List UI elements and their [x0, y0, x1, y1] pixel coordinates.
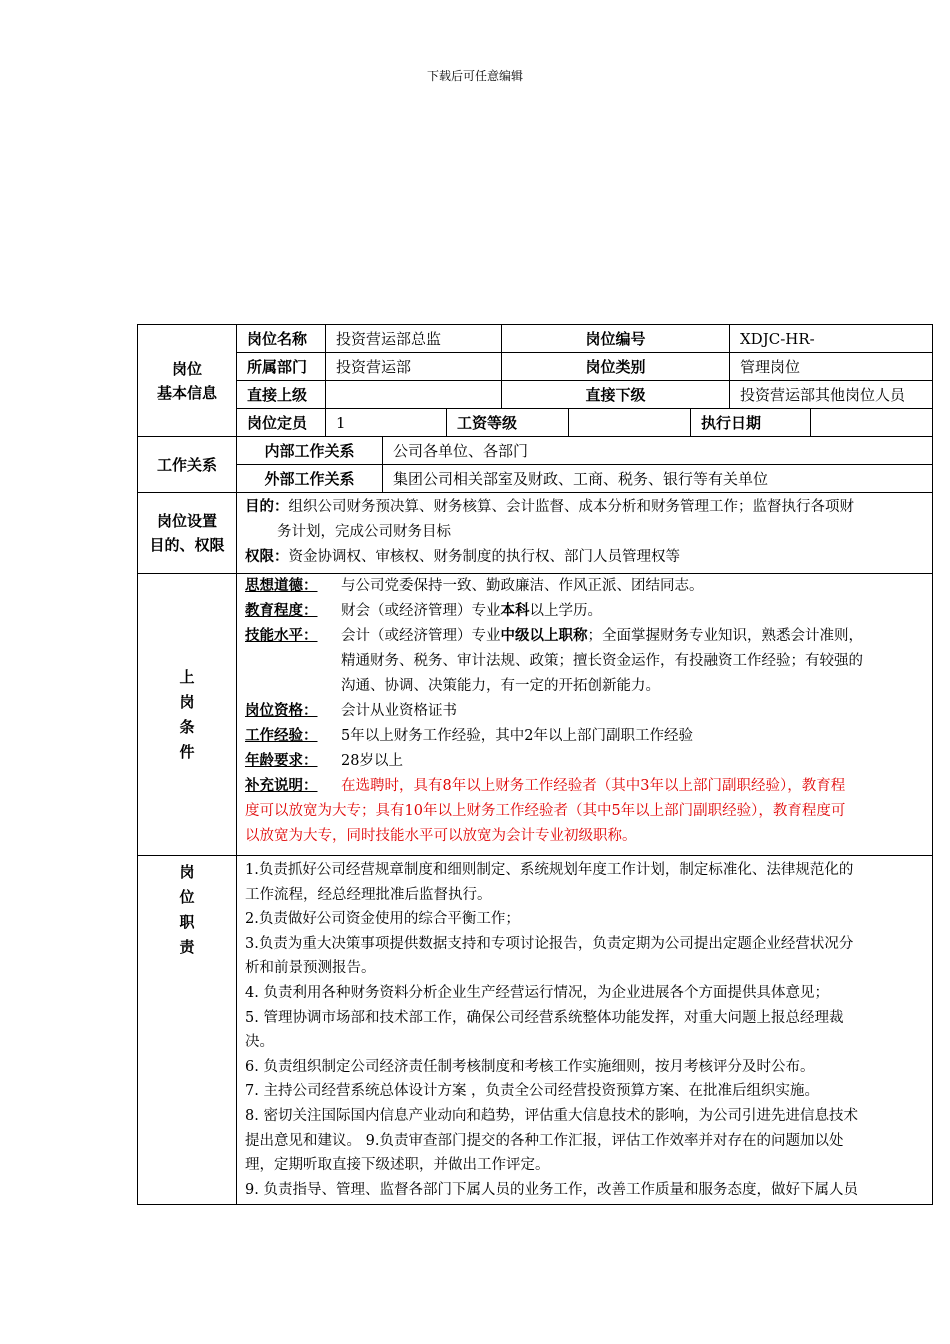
age-key: 年龄要求：	[245, 753, 318, 769]
department-label: 所属部门	[237, 353, 326, 380]
conditions-label-text: 上 岗 条 件	[179, 667, 195, 761]
skill-post: ；全面掌握财务专业知识，熟悉会计准则，	[587, 628, 863, 644]
duty-line: 4. 负责利用各种财务资料分析企业生产经营运行情况，为企业进展各个方面提供具体意见；	[245, 984, 829, 1001]
duty-line: 5. 管理协调市场部和技术部工作，确保公司经营系统整体功能发挥，对重大问题上报总经理裁	[245, 1009, 844, 1026]
row-position-name	[237, 325, 932, 353]
position-name-value: 投资营运部总监	[326, 325, 502, 352]
education-key: 教育程度：	[245, 603, 318, 619]
goal-line1	[245, 495, 924, 520]
experience-value: 5年以上财务工作经验，其中2年以上部门副职工作经验	[341, 728, 693, 744]
skill-pre: 会计（或经济管理）专业	[341, 628, 501, 644]
skill-bold: 中级以上职称	[500, 628, 588, 644]
note-line1: 在选聘时，具有8年以上财务工作经验者（其中3年以上部门副职经验），教育程	[341, 778, 846, 794]
duty-line: 3.负责为重大决策事项提供数据支持和专项讨论报告，负责定期为公司提出定题企业经营状况分	[245, 935, 854, 952]
section-work-relations	[137, 436, 933, 492]
note-line2: 度可以放宽为大专；具有10年以上财务工作经验者（其中5年以上部门副职经验），教育程度可	[245, 803, 846, 819]
superior-value	[326, 381, 502, 408]
basic-info-label	[138, 325, 237, 436]
duty-line: 工作流程，经总经理批准后监督执行。	[245, 886, 492, 903]
position-name-label: 岗位名称	[237, 325, 326, 352]
duty-line: 9. 负责指导、管理、监督各部门下属人员的业务工作，改善工作质量和服务态度，做好下属人员	[245, 1181, 858, 1198]
cert-key: 岗位资格：	[245, 703, 318, 719]
purpose-label-line1: 岗位设置	[156, 512, 217, 530]
position-code-label: 岗位编号	[502, 325, 730, 352]
duties-list	[237, 856, 932, 1204]
duty-line: 2.负责做好公司资金使用的综合平衡工作；	[245, 911, 520, 928]
cert-value: 会计从业资格证书	[341, 703, 457, 719]
row-internal-relations	[237, 437, 932, 465]
position-code-value: XDJC-HR-	[740, 329, 815, 348]
cond-morality	[245, 574, 924, 599]
position-type-value: 管理岗位	[740, 358, 801, 376]
row-department	[237, 353, 932, 381]
goal-text-2: 务计划，完成公司财务目标	[277, 524, 451, 540]
headcount-label: 岗位定员	[237, 409, 326, 436]
cond-skill	[245, 624, 924, 699]
skill-key: 技能水平：	[245, 628, 318, 644]
row-superior	[237, 381, 932, 409]
superior-label: 直接上级	[237, 381, 326, 408]
section-duties	[137, 855, 933, 1205]
authority-key: 权限：	[245, 549, 289, 565]
education-post: 以上学历。	[529, 603, 602, 619]
row-external-relations	[237, 465, 932, 492]
header-note: 下载后可任意编辑	[426, 69, 523, 83]
headcount-value: 1	[326, 409, 447, 436]
external-relations-value: 集团公司相关部室及财政、工商、税务、银行等有关单位	[393, 470, 769, 488]
basic-info-label-line2: 基本信息	[156, 383, 217, 402]
cond-age	[245, 749, 924, 774]
duty-line: 1.负责抓好公司经营规章制度和细则制定、系统规划年度工作计划，制定标准化、法律规范化的	[245, 862, 854, 878]
subordinate-value: 投资营运部其他岗位人员	[740, 386, 906, 404]
position-type-label: 岗位类别	[502, 353, 730, 380]
salary-grade-value	[569, 409, 691, 436]
basic-info-label-line1: 岗位	[171, 359, 202, 378]
duty-line: 析和前景预测报告。	[245, 960, 376, 977]
goal-key: 目的：	[245, 499, 289, 515]
purpose-label-line2: 目的、权限	[149, 536, 225, 554]
experience-key: 工作经验：	[245, 728, 318, 744]
department-value: 投资营运部	[326, 353, 502, 380]
note-line3: 以放宽为大专，同时技能水平可以放宽为会计专业初级职称。	[245, 828, 637, 844]
morality-key: 思想道德：	[245, 578, 318, 594]
authority-text: 资金协调权、审核权、财务制度的执行权、部门人员管理权等	[288, 549, 680, 565]
cond-cert	[245, 699, 924, 724]
exec-date-value	[811, 409, 932, 436]
duty-line: 6. 负责组织制定公司经济责任制考核制度和考核工作实施细则，按月考核评分及时公布。	[245, 1058, 815, 1075]
salary-grade-label: 工资等级	[447, 409, 569, 436]
skill-line2: 精通财务、税务、审计法规、政策；擅长资金运作，有投融资工作经验；有较强的	[341, 653, 863, 669]
note-key: 补充说明：	[245, 778, 318, 794]
duties-label-text: 岗 位 职 责	[179, 863, 195, 956]
section-conditions	[137, 573, 933, 855]
duty-line: 决。	[245, 1034, 274, 1051]
education-pre: 财会（或经济管理）专业	[341, 603, 501, 619]
morality-value: 与公司党委保持一致、勤政廉洁、作风正派、团结同志。	[341, 578, 704, 594]
authority-line	[245, 545, 924, 570]
duty-line: 7. 主持公司经营系统总体设计方案 ，负责全公司经营投资预算方案、在批准后组织实施。	[245, 1083, 820, 1100]
purpose-label	[138, 493, 237, 573]
duties-label	[138, 856, 237, 1204]
section-purpose	[137, 492, 933, 573]
duty-line: 理，定期听取直接下级述职，并做出工作评定。	[245, 1157, 550, 1174]
cond-education	[245, 599, 924, 624]
conditions-label	[138, 574, 237, 855]
work-relations-label: 工作关系	[138, 437, 237, 492]
cond-experience	[245, 724, 924, 749]
exec-date-label: 执行日期	[691, 409, 811, 436]
external-relations-label: 外部工作关系	[237, 465, 383, 492]
duty-line: 提出意见和建议。 9.负责审查部门提交的各种工作汇报，评估工作效率并对存在的问题加以处	[245, 1132, 844, 1149]
goal-text-1: 组织公司财务预决算、财务核算、会计监督、成本分析和财务管理工作；监督执行各项财	[288, 499, 854, 515]
age-value: 28岁以上	[341, 753, 403, 769]
duty-line: 8. 密切关注国际国内信息产业动向和趋势，评估重大信息技术的影响，为公司引进先进信息技术	[245, 1107, 858, 1124]
skill-line3: 沟通、协调、决策能力，有一定的开拓创新能力。	[341, 678, 660, 694]
cond-note	[245, 774, 924, 799]
job-description-table	[137, 324, 933, 1205]
internal-relations-label: 内部工作关系	[237, 437, 383, 464]
section-basic-info	[137, 324, 933, 436]
internal-relations-value: 公司各单位、各部门	[393, 442, 529, 460]
subordinate-label: 直接下级	[502, 381, 730, 408]
row-headcount	[237, 409, 932, 436]
education-bold: 本科	[500, 603, 530, 619]
